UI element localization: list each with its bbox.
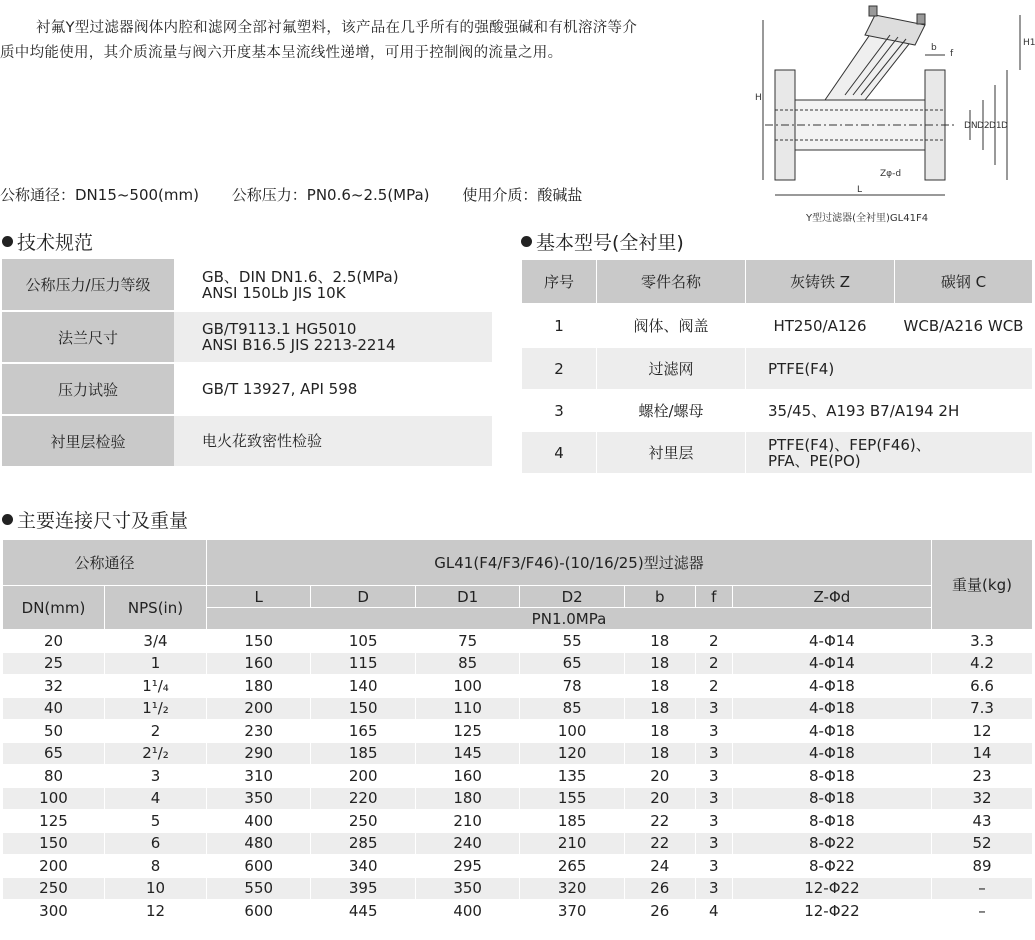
table-cell: 10 [105,877,207,900]
table-cell: 1¹/₂ [105,697,207,720]
table-cell: 12 [105,900,207,923]
svg-text:b: b [931,43,937,53]
table-cell: 2¹/₂ [105,742,207,765]
tech-title [2,228,93,255]
table-cell: 4-Φ18 [732,720,931,743]
table-cell: 150 [207,630,311,653]
table-cell: 100 [3,787,105,810]
tech-spec-table [2,259,492,468]
cell-no: 2 [522,348,597,390]
col-header: 序号 [522,260,597,304]
table-cell: 3/4 [105,630,207,653]
table-row [3,675,1033,698]
table-cell: 285 [311,832,415,855]
cell-name: 阀体、阀盖 [597,304,746,348]
cell-material: 35/45、A193 B7/A194 2H [746,390,1033,432]
table-cell: 4-Φ14 [732,652,931,675]
table-cell: 340 [311,855,415,878]
cell-material: PTFE(F4)、FEP(F46)、 PFA、PE(PO) [746,432,1033,474]
header-pn: PN1.0MPa [207,608,932,630]
table-cell: 160 [415,765,519,788]
table-cell: 18 [624,697,695,720]
dims-title-text: 主要连接尺寸及重量 [17,510,189,532]
col-header: 灰铸铁 Z [746,260,895,304]
tech-key: 法兰尺寸 [2,311,174,363]
table-cell: 3 [695,855,732,878]
dimensions-table [2,539,1033,923]
bullet-icon [521,236,532,247]
table-row [3,877,1033,900]
intro-paragraph [0,16,640,66]
table-cell: 350 [207,787,311,810]
table-cell: 65 [3,742,105,765]
table-row [2,363,492,415]
table-cell: 65 [520,652,624,675]
table-row [3,900,1033,923]
svg-text:H: H [755,93,762,103]
cell-c: WCB/A216 WCB [895,304,1033,348]
svg-text:H1: H1 [1023,38,1035,48]
table-cell: 4.2 [932,652,1033,675]
table-row [3,720,1033,743]
table-row [522,432,1033,474]
table-cell: 4 [695,900,732,923]
cell-no: 1 [522,304,597,348]
table-cell: 4-Φ18 [732,742,931,765]
table-cell: 43 [932,810,1033,833]
cell-name: 衬里层 [597,432,746,474]
table-cell: 80 [3,765,105,788]
svg-text:D2: D2 [977,121,990,131]
table-cell: 185 [311,742,415,765]
table-cell: 40 [3,697,105,720]
table-cell: 2 [695,630,732,653]
svg-text:f: f [950,49,954,59]
table-cell: 1 [105,652,207,675]
diagram-caption: Y型过滤器(全衬里)GL41F4 [806,213,929,224]
tech-key: 公称压力/压力等级 [2,259,174,311]
table-cell: 150 [311,697,415,720]
table-cell: 400 [207,810,311,833]
table-cell: 200 [311,765,415,788]
table-cell: 3 [695,742,732,765]
table-row [2,415,492,467]
table-cell: 7.3 [932,697,1033,720]
table-cell: 18 [624,630,695,653]
table-cell: – [932,877,1033,900]
table-cell: 155 [520,787,624,810]
table-cell: 230 [207,720,311,743]
table-cell: 120 [520,742,624,765]
table-cell: 445 [311,900,415,923]
table-cell: 12 [932,720,1033,743]
header-nps: NPS(in) [105,586,207,630]
table-row [3,810,1033,833]
table-cell: 400 [415,900,519,923]
table-cell: 3 [695,697,732,720]
table-cell: 165 [311,720,415,743]
model-title [521,228,684,255]
table-cell: 8-Φ18 [732,765,931,788]
spec-pn: 公称压力：PN0.6~2.5(MPa) [231,186,430,204]
table-row [3,652,1033,675]
table-cell: 210 [520,832,624,855]
header-col: b [624,586,695,608]
table-cell: 220 [311,787,415,810]
table-cell: 23 [932,765,1033,788]
header-col: D2 [520,586,624,608]
table-cell: 395 [311,877,415,900]
table-cell: 18 [624,675,695,698]
table-row [522,390,1033,432]
model-table [521,259,1033,474]
table-cell: 8-Φ22 [732,832,931,855]
tech-value: 电火花致密性检验 [174,415,492,467]
table-header-row [522,260,1033,304]
dims-body [3,630,1033,923]
table-cell: 150 [3,832,105,855]
table-cell: 100 [520,720,624,743]
table-cell: 145 [415,742,519,765]
table-cell: 250 [311,810,415,833]
table-cell: 75 [415,630,519,653]
table-cell: 4 [105,787,207,810]
cell-name: 过滤网 [597,348,746,390]
table-row [2,259,492,311]
table-cell: 3 [695,765,732,788]
header-nominal: 公称通径 [3,540,207,586]
table-cell: 18 [624,742,695,765]
table-row [522,348,1033,390]
table-cell: 125 [3,810,105,833]
table-cell: 115 [311,652,415,675]
table-cell: 300 [3,900,105,923]
table-row [3,765,1033,788]
table-cell: 350 [415,877,519,900]
table-cell: 55 [520,630,624,653]
table-cell: 105 [311,630,415,653]
table-cell: 3 [695,810,732,833]
tech-key: 压力试验 [2,363,174,415]
table-cell: 2 [105,720,207,743]
table-cell: 18 [624,652,695,675]
table-cell: 25 [3,652,105,675]
spec-medium: 使用介质：酸碱盐 [462,186,583,204]
cell-no: 4 [522,432,597,474]
table-cell: 8-Φ18 [732,810,931,833]
table-cell: 250 [3,877,105,900]
table-cell: 180 [207,675,311,698]
table-cell: 320 [520,877,624,900]
svg-text:DN: DN [964,121,978,131]
table-cell: 22 [624,810,695,833]
table-cell: 32 [932,787,1033,810]
tech-value: GB、DIN DN1.6、2.5(MPa) ANSI 150Lb JIS 10K [174,259,492,311]
table-cell: 600 [207,855,311,878]
table-cell: 240 [415,832,519,855]
header-model: GL41(F4/F3/F46)-(10/16/25)型过滤器 [207,540,932,586]
table-cell: 480 [207,832,311,855]
table-cell: 310 [207,765,311,788]
cell-no: 3 [522,390,597,432]
table-cell: 6 [105,832,207,855]
table-cell: 100 [415,675,519,698]
table-cell: 6.6 [932,675,1033,698]
table-cell: 8-Φ22 [732,855,931,878]
header-col: D [311,586,415,608]
cell-name: 螺栓/螺母 [597,390,746,432]
table-cell: 14 [932,742,1033,765]
table-cell: 160 [207,652,311,675]
svg-text:Zφ-d: Zφ-d [880,169,902,179]
table-cell: 52 [932,832,1033,855]
table-cell: 20 [624,787,695,810]
table-cell: 3.3 [932,630,1033,653]
table-cell: 18 [624,720,695,743]
table-cell: 3 [695,720,732,743]
table-cell: 32 [3,675,105,698]
header-weight: 重量(kg) [932,540,1033,630]
header-col: L [207,586,311,608]
table-cell: 2 [695,675,732,698]
table-cell: 2 [695,652,732,675]
dims-title [2,506,188,533]
table-cell: 22 [624,832,695,855]
y-strainer-diagram [745,0,1035,230]
table-cell: 4-Φ18 [732,675,931,698]
table-cell: 295 [415,855,519,878]
table-cell: 600 [207,900,311,923]
cell-z: HT250/A126 [746,304,895,348]
table-cell: 3 [105,765,207,788]
table-cell: 85 [415,652,519,675]
header-dn: DN(mm) [3,586,105,630]
tech-title-text: 技术规范 [17,232,94,254]
table-cell: 180 [415,787,519,810]
intro-text: 衬氟Y型过滤器阀体内腔和滤网全部衬氟塑料，该产品在几乎所有的强酸强碱和有机溶济等介质中均能使用，其介质流量与阀六开度基本呈流线性递增，可用于控制阀的流量之用。 [0,20,638,61]
table-cell: 140 [311,675,415,698]
table-cell: 3 [695,787,732,810]
table-cell: 3 [695,832,732,855]
table-cell: 20 [3,630,105,653]
header-col: D1 [415,586,519,608]
table-cell: 20 [624,765,695,788]
table-cell: 1¹/₄ [105,675,207,698]
svg-text:L: L [857,185,863,195]
header-col: Z-Φd [732,586,931,608]
table-cell: 3 [695,877,732,900]
table-cell: 265 [520,855,624,878]
table-header-row [3,586,1033,608]
table-row [522,304,1033,348]
table-cell: 8-Φ18 [732,787,931,810]
table-cell: 135 [520,765,624,788]
model-title-text: 基本型号(全衬里) [536,232,684,254]
header-col: f [695,586,732,608]
table-cell: 110 [415,697,519,720]
table-cell: 89 [932,855,1033,878]
col-header: 零件名称 [597,260,746,304]
table-row [3,697,1033,720]
table-cell: 24 [624,855,695,878]
bullet-icon [2,236,13,247]
table-row [3,832,1033,855]
table-cell: 8 [105,855,207,878]
tech-value: GB/T 13927, API 598 [174,363,492,415]
table-cell: 5 [105,810,207,833]
table-cell: 12-Φ22 [732,877,931,900]
table-cell: 12-Φ22 [732,900,931,923]
svg-text:D1: D1 [989,121,1002,131]
tech-key: 衬里层检验 [2,415,174,467]
table-cell: 200 [207,697,311,720]
table-row [3,787,1033,810]
table-cell: 26 [624,900,695,923]
bullet-icon [2,514,13,525]
table-cell: 26 [624,877,695,900]
spec-dn: 公称通径：DN15~500(mm) [0,186,199,204]
table-header-row [3,540,1033,586]
table-cell: 50 [3,720,105,743]
table-cell: 85 [520,697,624,720]
table-cell: 4-Φ18 [732,697,931,720]
spec-line [0,184,610,205]
svg-text:D: D [1001,121,1008,131]
table-cell: 290 [207,742,311,765]
table-cell: 200 [3,855,105,878]
table-cell: 370 [520,900,624,923]
table-cell: 4-Φ14 [732,630,931,653]
table-cell: 185 [520,810,624,833]
table-cell: 125 [415,720,519,743]
table-cell: 78 [520,675,624,698]
col-header: 碳钢 C [895,260,1033,304]
table-cell: 550 [207,877,311,900]
cell-material: PTFE(F4) [746,348,1033,390]
table-cell: 210 [415,810,519,833]
table-row [3,742,1033,765]
table-row [2,311,492,363]
table-row [3,855,1033,878]
table-cell: – [932,900,1033,923]
tech-value: GB/T9113.1 HG5010 ANSI B16.5 JIS 2213-2214 [174,311,492,363]
table-row [3,630,1033,653]
